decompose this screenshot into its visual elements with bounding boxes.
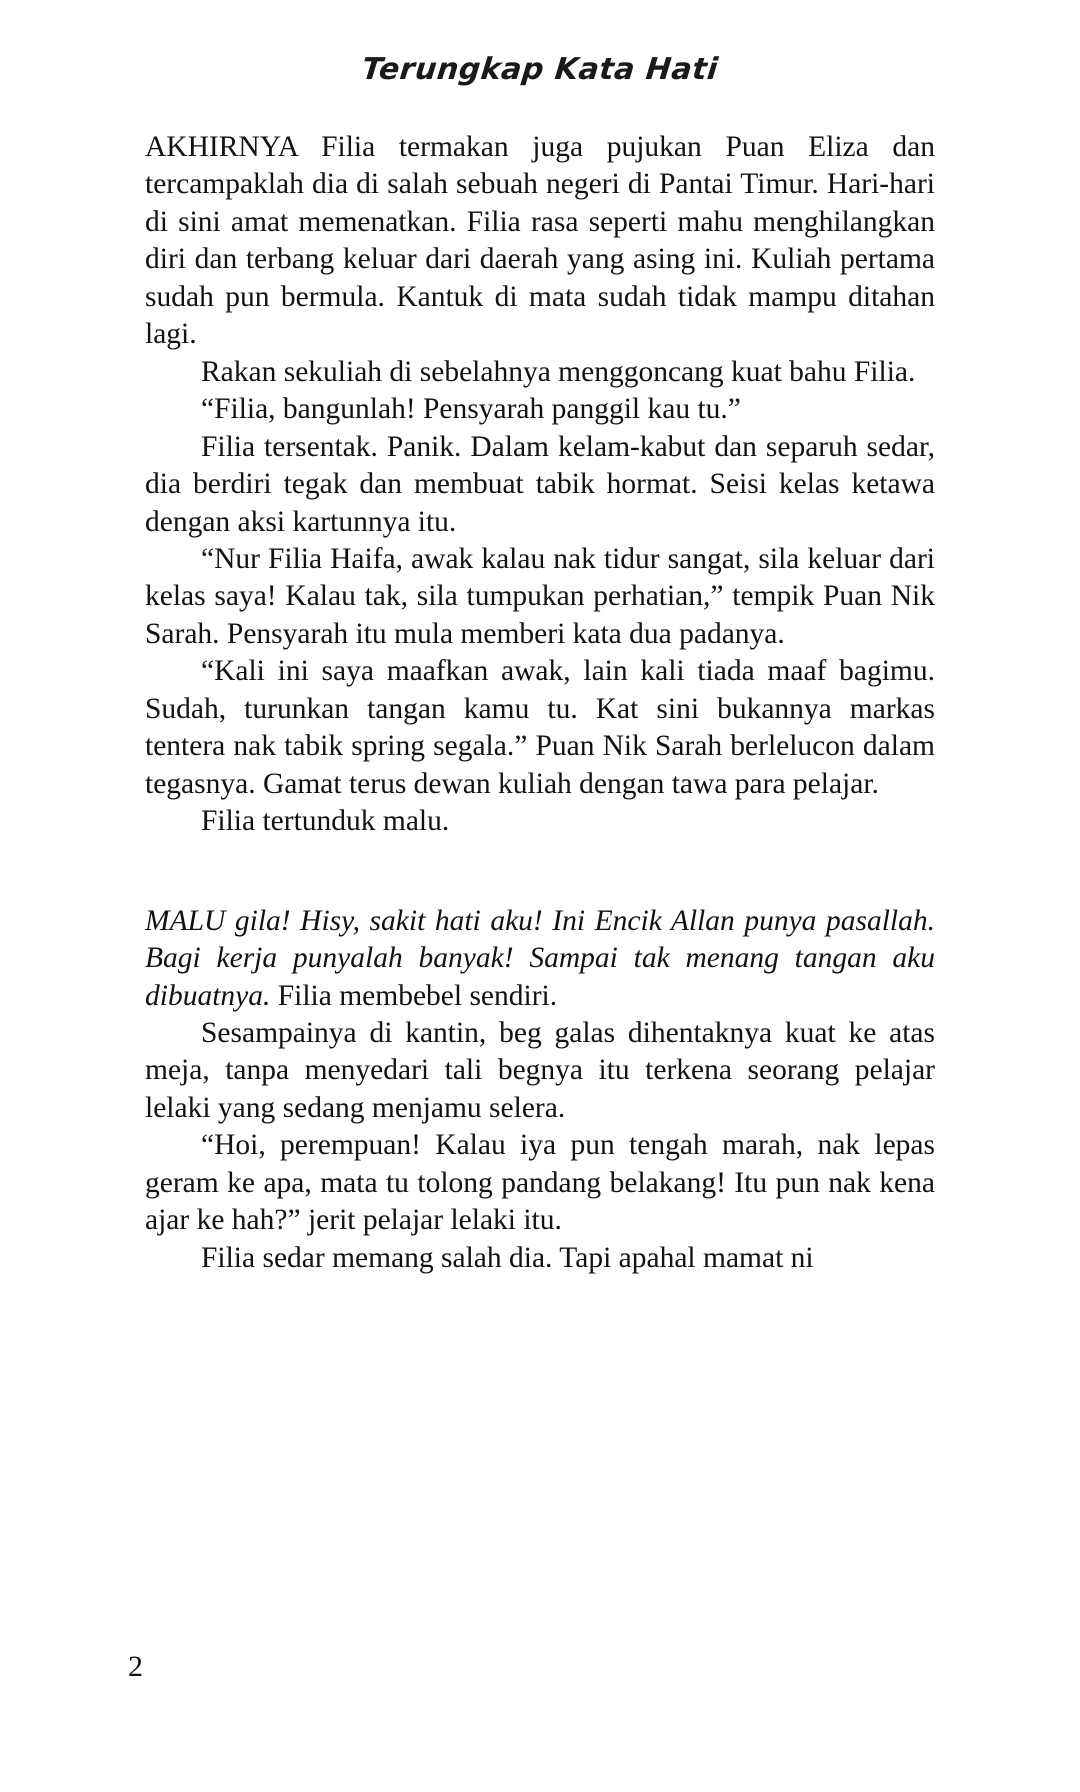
page-body <box>145 87 935 1277</box>
paragraph: AKHIRNYA Filia termakan juga pujukan Puan Eliza dan tercampaklah dia di salah sebuah negeri di Pantai Timur. Hari-hari di sini amat memenatkan. Filia rasa seperti mahu menghilangkan diri dan terbang keluar dari daerah yang asing ini. Kuliah pertama sudah pun bermula. Kantuk di mata sudah tidak mampu ditahan lagi. <box>145 131 935 351</box>
paragraph: “Filia, bangunlah! Pensyarah panggil kau tu.” <box>201 393 741 426</box>
paragraph: “Kali ini saya maafkan awak, lain kali tiada maaf bagimu. Sudah, turunkan tangan kamu tu. Kat sini bukannya markas tentera nak tabik spring segala.” Puan Nik Sarah berlelucon dalam tegasnya. Gamat terus dewan kuliah dengan tawa para pelajar. <box>145 655 935 800</box>
paragraph: Filia tersentak. Panik. Dalam kelam-kabut dan separuh sedar, dia berdiri tegak dan membuat tabik hormat. Seisi kelas ketawa dengan aksi kartunnya itu. <box>145 430 935 538</box>
paragraph-roman-run: Filia membebel sendiri. <box>270 979 558 1012</box>
paragraph: “Hoi, perempuan! Kalau iya pun tengah marah, nak lepas geram ke apa, mata tu tolong pandang belakang! Itu pun nak kena ajar ke hah?” jerit pelajar lelaki itu. <box>145 1129 935 1237</box>
running-head: Terungkap Kata Hati <box>360 52 720 87</box>
paragraph: Filia tertunduk malu. <box>201 805 450 838</box>
paragraph-italic-run: MALU gila! Hisy, sakit hati aku! Ini Encik Allan punya pasallah. Bagi kerja punyalah banyak! Sampai tak menang tangan aku dibuatnya. <box>145 904 935 1012</box>
paragraph-mixed <box>145 903 935 1015</box>
section-break <box>145 841 935 903</box>
paragraph: Rakan sekuliah di sebelahnya menggoncang kuat bahu Filia. <box>201 355 916 388</box>
book-page <box>0 52 1080 1792</box>
paragraph: “Nur Filia Haifa, awak kalau nak tidur sangat, sila keluar dari kelas saya! Kalau tak, sila tumpukan perhatian,” tempik Puan Nik Sarah. Pensyarah itu mula memberi kata dua padanya. <box>145 542 935 650</box>
paragraph: Sesampainya di kantin, beg galas dihentaknya kuat ke atas meja, tanpa menyedari tali begnya itu terkena seorang pelajar lelaki yang sedang menjamu selera. <box>145 1016 935 1124</box>
page-number: 2 <box>128 1650 143 1683</box>
paragraph: Filia sedar memang salah dia. Tapi apahal mamat ni <box>201 1241 814 1274</box>
